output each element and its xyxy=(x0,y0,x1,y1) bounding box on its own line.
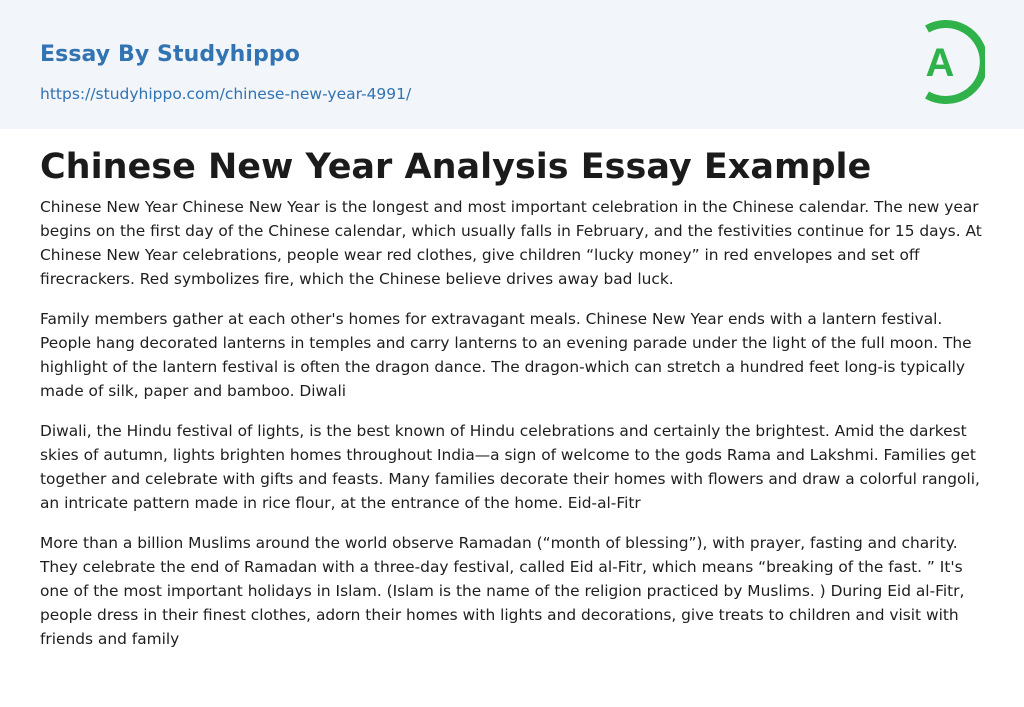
page-title: Chinese New Year Analysis Essay Example xyxy=(40,147,872,187)
article-paragraph: Family members gather at each other's homes for extravagant meals. Chinese New Year ends with a lantern festival. People hang decorated lanterns in temples and carry lanterns to an evening parade under the light of the full moon. The highlight of the lantern festival is often the dragon dance. The dragon-which can stretch a hundred feet long-is typically made of silk, paper and bamboo. Diwali xyxy=(40,310,972,400)
article xyxy=(40,145,990,667)
article-paragraph: Chinese New Year Chinese New Year is the longest and most important celebration in the Chinese calendar. The new year begins on the first day of the Chinese calendar, which usually falls in February, and the festivities continue for 15 days. At Chinese New Year celebrations, people wear red clothes, give children “lucky money” in red envelopes and set off firecrackers. Red symbolizes fire, which the Chinese believe drives away bad luck. xyxy=(40,198,982,288)
logo-letter: A xyxy=(925,41,955,85)
brand-title[interactable]: Essay By Studyhippo xyxy=(40,42,300,67)
source-url-link[interactable]: https://studyhippo.com/chinese-new-year-4991/ xyxy=(40,85,412,103)
article-paragraph: Diwali, the Hindu festival of lights, is the best known of Hindu celebrations and certainly the brightest. Amid the darkest skies of autumn, lights brighten homes throughout India—a sign of welcome to the gods Rama and Lakshmi. Families get together and celebrate with gifts and feasts. Many families decorate their homes with flowers and draw a colorful rangoli, an intricate pattern made in rice flour, at the entrance of the home. Eid-al-Fitr xyxy=(40,422,980,512)
studyhippo-logo-icon[interactable] xyxy=(913,19,985,105)
article-paragraph: More than a billion Muslims around the world observe Ramadan (“month of blessing”), with prayer, fasting and charity. They celebrate the end of Ramadan with a three-day festival, called Eid al-Fitr, which means “breaking of the fast. ” It's one of the most important holidays in Islam. (Islam is the name of the religion practiced by Muslims. ) During Eid al-Fitr, people dress in their finest clothes, adorn their homes with lights and decorations, give treats to children and visit with friends and family xyxy=(40,534,965,648)
page-header xyxy=(0,0,1024,129)
